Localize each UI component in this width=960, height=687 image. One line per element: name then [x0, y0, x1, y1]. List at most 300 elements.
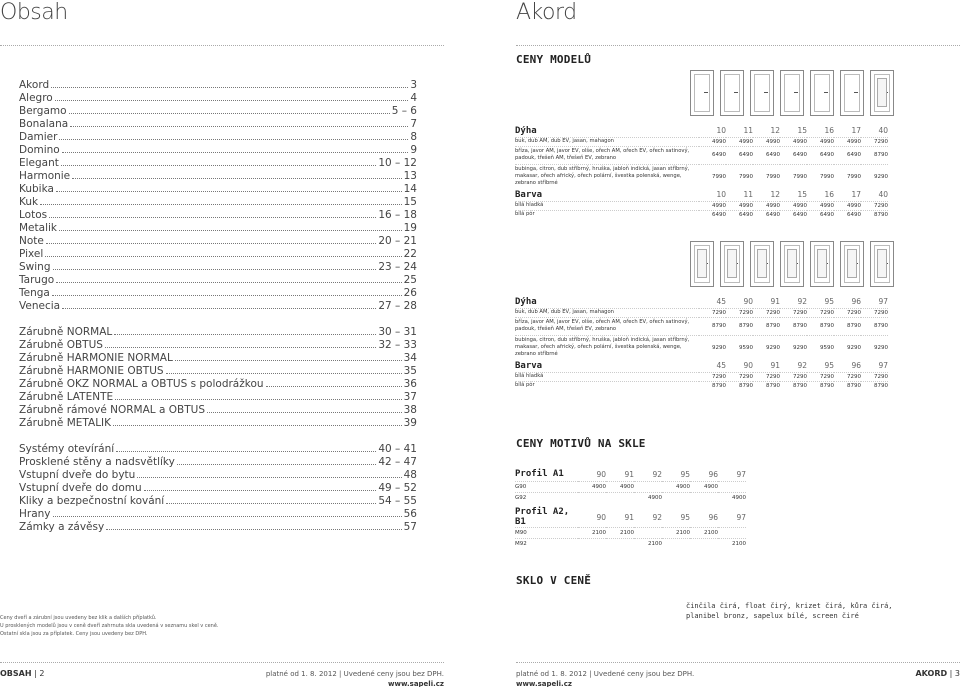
- door-illustration: [780, 241, 804, 287]
- model-code: 12: [770, 190, 780, 200]
- toc-entry-name: Swing: [19, 261, 51, 273]
- footer-divider-right: [516, 662, 960, 663]
- model-code: 97: [878, 361, 888, 371]
- table-header-label: Dýha: [515, 296, 537, 307]
- price-cell: 4900: [718, 492, 746, 503]
- price-cell: 6490: [699, 210, 726, 219]
- door-illustration: [750, 70, 774, 116]
- model-code: 92: [797, 361, 807, 371]
- price-cell: 8790: [753, 317, 780, 335]
- footer-validity-text: platné od 1. 8. 2012 | Uvedené ceny jsou bez DPH.: [265, 670, 444, 678]
- price-cell: 6490: [807, 146, 834, 164]
- toc-entry-page: 3: [410, 79, 417, 91]
- toc-entry[interactable]: [19, 170, 417, 183]
- footer-page-label-left: OBSAH | 2: [0, 669, 45, 678]
- toc-leader-dots: [59, 139, 408, 140]
- footer-validity-right: [516, 669, 716, 687]
- footer-section-name: OBSAH: [0, 669, 32, 678]
- toc-entry[interactable]: [19, 183, 417, 196]
- table-row: [515, 528, 746, 539]
- material-description: bubinga, citron, dub stříbrný, hruška, jabloň indická, jasan stříbrný, makasar, ořech africký, ořech polární, švestka polenská, wenge, zebrano stříbrné: [515, 335, 699, 360]
- price-cell: [718, 528, 746, 539]
- motif-code: G92: [515, 492, 578, 503]
- table-header-row: [515, 125, 888, 137]
- price-cell: 4900: [606, 481, 634, 492]
- toc-entry-page: 56: [403, 508, 417, 520]
- toc-entry-name: Pixel: [19, 248, 44, 260]
- toc-entry[interactable]: [19, 456, 417, 469]
- price-cell: 7290: [753, 372, 780, 381]
- table-header-row: [515, 507, 746, 528]
- toc-entry[interactable]: [19, 508, 417, 521]
- toc-group-models: [19, 79, 417, 313]
- toc-entry-page: 19: [403, 222, 417, 234]
- material-description: buk, dub AM, dub EV, jasan, mahagon: [515, 137, 699, 146]
- price-cell: 4990: [726, 137, 753, 146]
- price-cell: 6490: [807, 210, 834, 219]
- model-code: 90: [743, 297, 753, 307]
- material-description: bílá hladká: [515, 372, 699, 381]
- footer-page-label-right: AKORD | 3: [915, 669, 960, 678]
- toc-entry-name: Zárubně NORMAL: [19, 326, 113, 338]
- price-cell: 4990: [807, 201, 834, 210]
- price-cell: 9290: [780, 335, 807, 360]
- price-cell: 8790: [807, 317, 834, 335]
- toc-entry-name: Zárubně LATENTE: [19, 391, 114, 403]
- door-illustration: [720, 70, 744, 116]
- model-code: 96: [708, 512, 718, 522]
- model-code: 92: [797, 297, 807, 307]
- price-cell: 6490: [780, 146, 807, 164]
- toc-leader-dots: [62, 308, 376, 309]
- toc-entry-name: Metalik: [19, 222, 57, 234]
- price-cell: 7290: [699, 372, 726, 381]
- price-cell: [690, 539, 718, 550]
- price-cell: [718, 481, 746, 492]
- price-cell: 7990: [726, 164, 753, 189]
- door-illustration: [720, 241, 744, 287]
- price-cell: 7290: [861, 201, 888, 210]
- toc-entry-name: Prosklené stěny a nadsvětlíky: [19, 456, 175, 468]
- toc-entry-name: Kuk: [19, 196, 39, 208]
- price-cell: 2100: [634, 539, 662, 550]
- table-header-row: [515, 296, 888, 308]
- toc-entry-page: 54 – 55: [378, 495, 417, 507]
- price-cell: 7290: [726, 308, 753, 317]
- price-cell: 7990: [807, 164, 834, 189]
- toc-leader-dots: [62, 152, 409, 153]
- price-cell: 8790: [861, 210, 888, 219]
- price-cell: [634, 528, 662, 539]
- price-cell: 8790: [699, 381, 726, 390]
- toc-entry[interactable]: [19, 391, 417, 404]
- footnote-line: U prosklených modelů jsou v ceně dveří zahrnuta skla uvedená v seznamu skel v ceně.: [0, 623, 219, 629]
- model-code: 96: [851, 297, 861, 307]
- footer-validity-left: [262, 669, 444, 687]
- toc-group-accessories: [19, 443, 417, 534]
- toc-entry-page: 10 – 12: [378, 157, 417, 169]
- toc-entry[interactable]: [19, 261, 417, 274]
- price-cell: 9590: [807, 335, 834, 360]
- toc-entry-page: 7: [410, 118, 417, 130]
- model-code: 92: [652, 512, 662, 522]
- table-row: [515, 317, 888, 335]
- model-code: 17: [851, 126, 861, 136]
- price-cell: [662, 492, 690, 503]
- toc-entry-name: Zárubně METALIK: [19, 417, 112, 429]
- price-cell: 7290: [699, 308, 726, 317]
- toc-leader-dots: [45, 256, 401, 257]
- table-row: [515, 210, 888, 219]
- toc-entry-name: Zárubně OKZ NORMAL a OBTUS s polodrážkou: [19, 378, 264, 390]
- toc-entry-name: Elegant: [19, 157, 59, 169]
- table-row: [515, 164, 888, 189]
- table-row: [515, 201, 888, 210]
- model-code: 10: [716, 126, 726, 136]
- price-cell: 7990: [834, 164, 861, 189]
- toc-entry-page: 32 – 33: [378, 339, 417, 351]
- price-cell: 8790: [753, 381, 780, 390]
- model-code: 96: [708, 469, 718, 479]
- footer-section-name: AKORD: [915, 669, 948, 678]
- price-cell: 8790: [807, 381, 834, 390]
- door-illustration: [690, 70, 714, 116]
- toc-entry-page: 39: [403, 417, 417, 429]
- toc-leader-dots: [53, 269, 377, 270]
- toc-entry-page: 36: [403, 378, 417, 390]
- material-description: bílá pór: [515, 210, 699, 219]
- toc-entry-name: Systémy otevírání: [19, 443, 115, 455]
- toc-entry-name: Tenga: [19, 287, 50, 299]
- toc-leader-dots: [49, 217, 376, 218]
- price-cell: 2100: [662, 528, 690, 539]
- price-cell: 8790: [780, 381, 807, 390]
- toc-entry-name: Vstupní dveře do bytu: [19, 469, 136, 481]
- model-code: 16: [824, 190, 834, 200]
- price-cell: 7290: [834, 308, 861, 317]
- price-cell: 2100: [718, 539, 746, 550]
- toc-entry-name: Note: [19, 235, 44, 247]
- model-code: 11: [743, 126, 753, 136]
- table-header-label: Profil A1: [515, 469, 564, 480]
- material-description: bílá pór: [515, 381, 699, 390]
- model-code: 91: [624, 512, 634, 522]
- price-cell: 4990: [699, 201, 726, 210]
- toc-leader-dots: [175, 360, 402, 361]
- toc-entry-page: 8: [410, 131, 417, 143]
- toc-entry[interactable]: [19, 365, 417, 378]
- price-cell: 2100: [578, 528, 606, 539]
- price-cell: 7290: [834, 372, 861, 381]
- material-description: bříza, javor AM, javor EV, olše, ořech AM, ořech EV, ořech satinový, padouk, třešeň AM, třešeň EV, zebrano: [515, 317, 699, 335]
- toc-entry[interactable]: [19, 196, 417, 209]
- toc-entry-page: 37: [403, 391, 417, 403]
- toc-entry-name: Zárubně rámové NORMAL a OBTUS: [19, 404, 205, 416]
- title-divider-left: [0, 45, 444, 46]
- table-header-row: [515, 189, 888, 201]
- table-row: [515, 335, 888, 360]
- model-code: 95: [680, 512, 690, 522]
- toc-leader-dots: [113, 425, 402, 426]
- toc-entry[interactable]: [19, 209, 417, 222]
- price-cell: [634, 481, 662, 492]
- toc-entry[interactable]: [19, 417, 417, 430]
- door-illustration: [780, 70, 804, 116]
- model-code: 40: [878, 126, 888, 136]
- toc-entry[interactable]: [19, 157, 417, 170]
- toc-entry-name: Akord: [19, 79, 50, 91]
- footnote-line: Ostatní skla jsou za příplatek. Ceny jsou uvedeny bez DPH.: [0, 631, 148, 637]
- page-title-right: Akord: [516, 0, 577, 25]
- table-row: [515, 137, 888, 146]
- toc-entry-name: Vstupní dveře do domu: [19, 482, 142, 494]
- price-cell: [606, 539, 634, 550]
- table-row: [515, 381, 888, 390]
- toc-entry-name: Bergamo: [19, 105, 67, 117]
- toc-leader-dots: [144, 490, 377, 491]
- toc-entry[interactable]: [19, 79, 417, 92]
- price-cell: 4900: [634, 492, 662, 503]
- price-cell: 6490: [834, 210, 861, 219]
- model-code: 90: [743, 361, 753, 371]
- toc-entry-page: 49 – 52: [378, 482, 417, 494]
- toc-entry-page: 25: [403, 274, 417, 286]
- price-cell: 6490: [834, 146, 861, 164]
- toc-leader-dots: [137, 477, 401, 478]
- toc-entry-page: 15: [403, 196, 417, 208]
- table-header-label: Barva: [515, 360, 543, 371]
- price-cell: 4990: [780, 201, 807, 210]
- toc-entry-page: 38: [403, 404, 417, 416]
- table-row: [515, 372, 888, 381]
- toc-leader-dots: [70, 126, 408, 127]
- toc-entry[interactable]: [19, 495, 417, 508]
- toc-entry-page: 23 – 24: [378, 261, 417, 273]
- door-illustration: [870, 70, 894, 116]
- toc-entry-page: 4: [410, 92, 417, 104]
- toc-entry-page: 42 – 47: [378, 456, 417, 468]
- model-code: 92: [652, 469, 662, 479]
- toc-entry-page: 27 – 28: [378, 300, 417, 312]
- price-table-motifs-2: [515, 507, 746, 550]
- toc-entry[interactable]: [19, 274, 417, 287]
- section-heading-models: CENY MODELŮ: [516, 53, 592, 66]
- price-cell: [606, 492, 634, 503]
- toc-entry[interactable]: [19, 339, 417, 352]
- price-cell: [578, 492, 606, 503]
- price-cell: 7290: [861, 308, 888, 317]
- toc-leader-dots: [116, 451, 376, 452]
- model-code: 91: [770, 361, 780, 371]
- section-heading-motifs: CENY MOTIVŮ NA SKLE: [516, 437, 646, 450]
- toc-entry-name: Venecia: [19, 300, 61, 312]
- price-table-motifs-1: [515, 468, 746, 503]
- motif-code: M92: [515, 539, 578, 550]
- toc-entry[interactable]: [19, 443, 417, 456]
- table-header-row: [515, 360, 888, 372]
- price-cell: 2100: [690, 528, 718, 539]
- toc-entry[interactable]: [19, 287, 417, 300]
- toc-entry[interactable]: [19, 404, 417, 417]
- toc-leader-dots: [114, 334, 376, 335]
- toc-entry-page: 26: [403, 287, 417, 299]
- toc-entry-name: Tarugo: [19, 274, 55, 286]
- price-cell: 2100: [606, 528, 634, 539]
- toc-leader-dots: [56, 282, 401, 283]
- toc-entry-page: 48: [403, 469, 417, 481]
- footer-website-link[interactable]: www.sapeli.cz: [516, 680, 572, 687]
- toc-entry-name: Zámky a závěsy: [19, 521, 105, 533]
- price-cell: 4990: [726, 201, 753, 210]
- price-cell: 6490: [780, 210, 807, 219]
- material-description: bříza, javor AM, javor EV, olše, ořech AM, ořech EV, ořech satinový, padouk, třešeň AM, třešeň EV, zebrano: [515, 146, 699, 164]
- price-cell: 9590: [726, 335, 753, 360]
- price-cell: [662, 539, 690, 550]
- toc-entry[interactable]: [19, 482, 417, 495]
- toc-leader-dots: [166, 373, 402, 374]
- title-divider-right: [516, 45, 960, 46]
- material-description: bubinga, citron, dub stříbrný, hruška, jabloň indická, jasan stříbrný, makasar, ořech africký, ořech polární, švestka polenská, wenge, zebrano stříbrné: [515, 164, 699, 189]
- toc-entry-name: Zárubně OBTUS: [19, 339, 103, 351]
- table-header-label: Barva: [515, 189, 543, 200]
- price-cell: 6490: [753, 146, 780, 164]
- toc-entry[interactable]: [19, 300, 417, 313]
- footnote-line: Ceny dveří a zárubní jsou uvedeny bez klik a dalších příplatků.: [0, 615, 157, 621]
- model-code: 40: [878, 190, 888, 200]
- price-cell: [690, 492, 718, 503]
- model-code: 97: [878, 297, 888, 307]
- toc-entry[interactable]: [19, 248, 417, 261]
- price-cell: 7290: [807, 372, 834, 381]
- toc-entry[interactable]: [19, 235, 417, 248]
- price-cell: 7290: [861, 372, 888, 381]
- price-cell: 9290: [861, 335, 888, 360]
- price-cell: 4990: [699, 137, 726, 146]
- toc-leader-dots: [106, 529, 401, 530]
- toc-entry-name: Kliky a bezpečnostní kování: [19, 495, 165, 507]
- toc-entry-name: Hrany: [19, 508, 51, 520]
- motif-code: M90: [515, 528, 578, 539]
- model-code: 95: [680, 469, 690, 479]
- toc-leader-dots: [40, 204, 402, 205]
- toc-leader-dots: [51, 87, 408, 88]
- toc-entry[interactable]: [19, 521, 417, 534]
- model-code: 97: [736, 512, 746, 522]
- price-cell: 7990: [780, 164, 807, 189]
- model-code: 91: [624, 469, 634, 479]
- table-row: [515, 481, 746, 492]
- door-illustration: [750, 241, 774, 287]
- table-row: [515, 308, 888, 317]
- toc-entry-name: Harmonie: [19, 170, 71, 182]
- price-table-models-2: [515, 296, 888, 390]
- toc-entry-page: 35: [403, 365, 417, 377]
- toc-entry[interactable]: [19, 118, 417, 131]
- toc-entry-page: 13: [403, 170, 417, 182]
- price-cell: 8790: [726, 317, 753, 335]
- toc-leader-dots: [46, 243, 376, 244]
- price-cell: 4990: [834, 137, 861, 146]
- toc-entry-page: 16 – 18: [378, 209, 417, 221]
- price-cell: 7990: [699, 164, 726, 189]
- price-cell: 9290: [753, 335, 780, 360]
- door-illustration: [870, 241, 894, 287]
- price-cell: 4990: [834, 201, 861, 210]
- motif-code: G90: [515, 481, 578, 492]
- toc-entry[interactable]: [19, 469, 417, 482]
- toc-leader-dots: [72, 178, 401, 179]
- door-illustration: [810, 70, 834, 116]
- price-cell: 7290: [726, 372, 753, 381]
- model-code: 45: [716, 297, 726, 307]
- model-code: 90: [596, 512, 606, 522]
- toc-entry[interactable]: [19, 378, 417, 391]
- price-cell: 8790: [861, 146, 888, 164]
- footer-website-link[interactable]: www.sapeli.cz: [388, 680, 444, 687]
- model-code: 17: [851, 190, 861, 200]
- door-illustrations-row2: [690, 241, 894, 287]
- price-cell: 4990: [807, 137, 834, 146]
- toc-entry[interactable]: [19, 131, 417, 144]
- price-cell: 6490: [726, 210, 753, 219]
- model-code: 91: [770, 297, 780, 307]
- toc-entry[interactable]: [19, 352, 417, 365]
- model-code: 95: [824, 297, 834, 307]
- toc-entry-name: Zárubně HARMONIE NORMAL: [19, 352, 173, 364]
- footer-divider-left: [0, 662, 444, 663]
- page-title-left: Obsah: [0, 0, 68, 25]
- price-cell: 4990: [753, 137, 780, 146]
- model-code: 15: [797, 126, 807, 136]
- price-cell: 9290: [699, 335, 726, 360]
- price-cell: 6490: [699, 146, 726, 164]
- table-row: [515, 539, 746, 550]
- door-illustration: [840, 241, 864, 287]
- table-header-label: Profil A2, B1: [515, 507, 570, 527]
- footer-page-number: 3: [954, 669, 960, 678]
- toc-entry-page: 9: [410, 144, 417, 156]
- toc-entry-page: 22: [403, 248, 417, 260]
- toc-entry[interactable]: [19, 105, 417, 118]
- price-cell: 7290: [780, 372, 807, 381]
- door-illustration: [810, 241, 834, 287]
- price-table-models-1: [515, 125, 888, 219]
- toc-entry-page: 5 – 6: [391, 105, 417, 117]
- toc-entry[interactable]: [19, 326, 417, 339]
- toc-entry[interactable]: [19, 222, 417, 235]
- material-description: bílá hladká: [515, 201, 699, 210]
- price-cell: 8790: [780, 317, 807, 335]
- toc-entry[interactable]: [19, 92, 417, 105]
- price-cell: 8790: [861, 317, 888, 335]
- model-code: 90: [596, 469, 606, 479]
- model-code: 45: [716, 361, 726, 371]
- section-heading-glass: SKLO V CENĚ: [516, 574, 592, 587]
- table-header-row: [515, 468, 746, 481]
- model-code: 95: [824, 361, 834, 371]
- footer-page-number: 2: [39, 669, 45, 678]
- toc-entry[interactable]: [19, 144, 417, 157]
- toc-leader-dots: [52, 295, 402, 296]
- toc-entry-name: Damier: [19, 131, 58, 143]
- toc-entry-name: Alegro: [19, 92, 53, 104]
- price-cell: 8790: [726, 381, 753, 390]
- model-code: 97: [736, 469, 746, 479]
- toc-entry-name: Zárubně HARMONIE OBTUS: [19, 365, 164, 377]
- toc-leader-dots: [266, 386, 402, 387]
- price-cell: 7290: [861, 137, 888, 146]
- door-illustrations-row1: [690, 70, 894, 116]
